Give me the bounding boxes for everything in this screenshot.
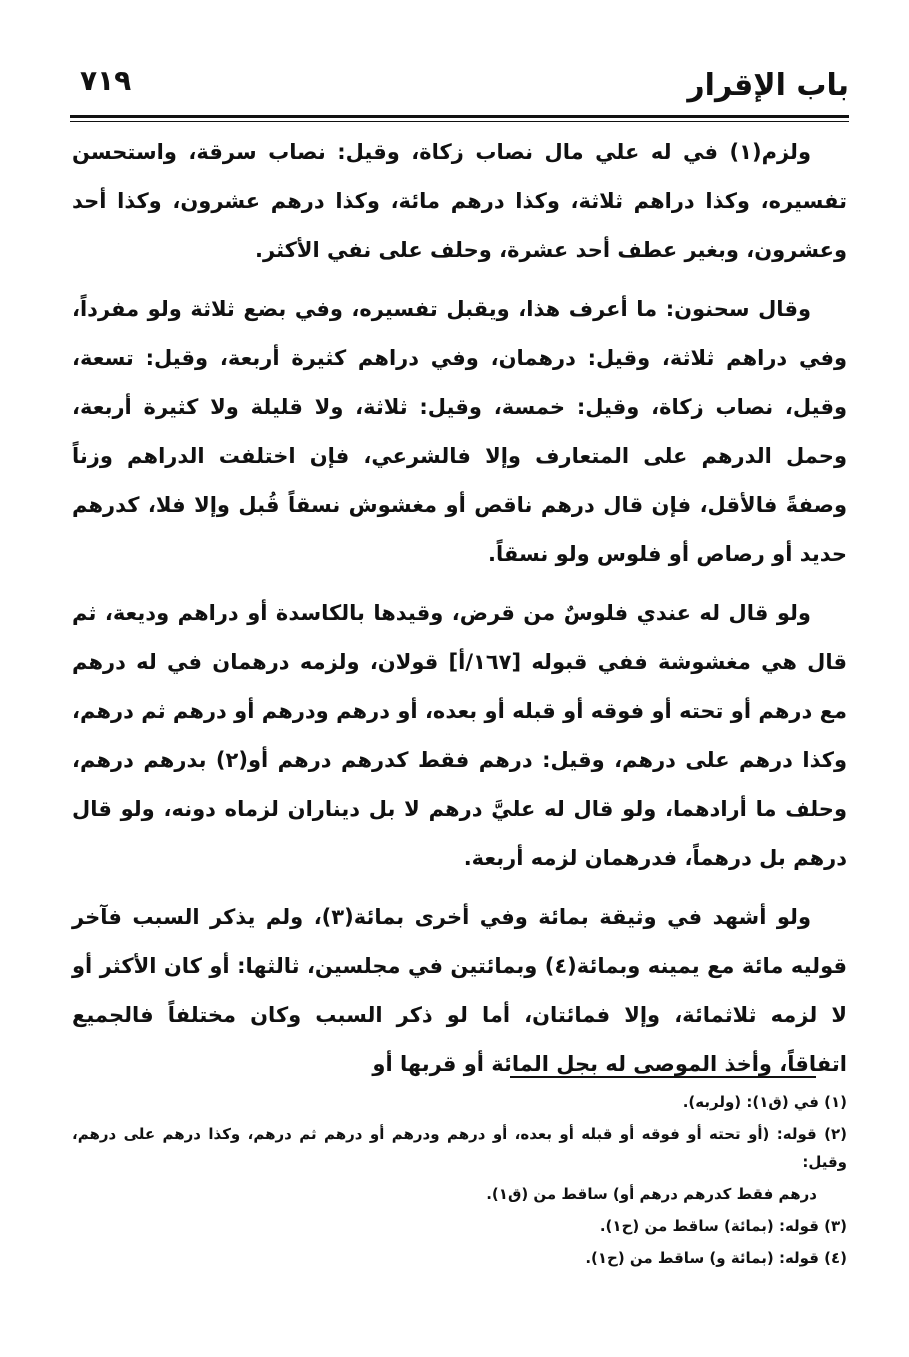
footnotes (72, 1088, 847, 1276)
paragraph: وقال سحنون: ما أعرف هذا، ويقبل تفسيره، وفي بضع ثلاثة ولو مفرداً، وفي دراهم ثلاثة، وقيل: درهمان، وفي دراهم كثيرة أربعة، وقيل: تسعة، وقيل، نصاب زكاة، وقيل: خمسة، وقيل: ثلاثة، ولا قليلة ولا كثيرة أربعة، وحمل الدرهم على المتعارف وإلا فالشرعي، فإن اختلفت الدراهم وزناً وصفةً فالأقل، فإن قال درهم ناقص أو مغشوش نسقاً قُبل وإلا فلا، كدرهم حديد أو رصاص أو فلوس ولو نسقاً. (72, 297, 847, 566)
footnote-separator (510, 1076, 816, 1078)
header-rule-thick (70, 115, 849, 118)
footnote: (٤) قوله: (بمائة و) ساقط من (ح١). (585, 1249, 847, 1267)
footnote: (٢) قوله: (أو تحته أو فوقه أو قبله أو بعده، أو درهم ودرهم أو درهم ثم درهم، وكذا درهم على درهم، وقيل: (72, 1125, 847, 1171)
paragraph: ولزم(١) في له علي مال نصاب زكاة، وقيل: نصاب سرقة، واستحسن تفسيره، وكذا دراهم ثلاثة، وكذا درهم مائة، وكذا درهم عشرون، وكذا أحد وعشرون، وبغير عطف أحد عشرة، وحلف على نفي الأكثر. (72, 140, 847, 262)
page-number: ٧١٩ (80, 64, 132, 97)
paragraph: ولو قال له عندي فلوسٌ من قرض، وقيدها بالكاسدة أو دراهم وديعة، ثم قال هي مغشوشة ففي قبوله [١٦٧/أ] قولان، ولزمه درهمان في له درهم مع درهم أو تحته أو فوقه أو قبله أو بعده، أو درهم ودرهم أو درهم ثم درهم، وكذا درهم على درهم، وقيل: درهم فقط كدرهم درهم أو(٢) بدرهم درهم، وحلف ما أرادهما، ولو قال له عليَّ درهم لا بل ديناران لزماه دونه، ولو قال درهم بل درهماً، فدرهمان لزمه أربعة. (72, 601, 847, 870)
footnote-continuation: درهم فقط كدرهم درهم أو) ساقط من (ق١). (486, 1185, 817, 1203)
body-text (72, 128, 847, 1099)
footnote: (١) في (ق١): (ولربه). (682, 1093, 847, 1111)
page-header (72, 60, 849, 114)
chapter-title: باب الإقرار (687, 68, 849, 103)
header-rule-thin (70, 121, 849, 122)
paragraph: ولو أشهد في وثيقة بمائة وفي أخرى بمائة(٣)، ولم يذكر السبب فآخر قوليه مائة مع يمينه وبمائة(٤) وبمائتين في مجلسين، ثالثها: أو كان الأكثر أو لا لزمه ثلاثمائة، وإلا فمائتان، أما لو ذكر السبب وكان مختلفاً فالجميع اتفاقاً، وأخذ الموصى له بجل المائة أو قربها أو (72, 905, 847, 1076)
footnote: (٣) قوله: (بمائة) ساقط من (ح١). (599, 1217, 847, 1235)
